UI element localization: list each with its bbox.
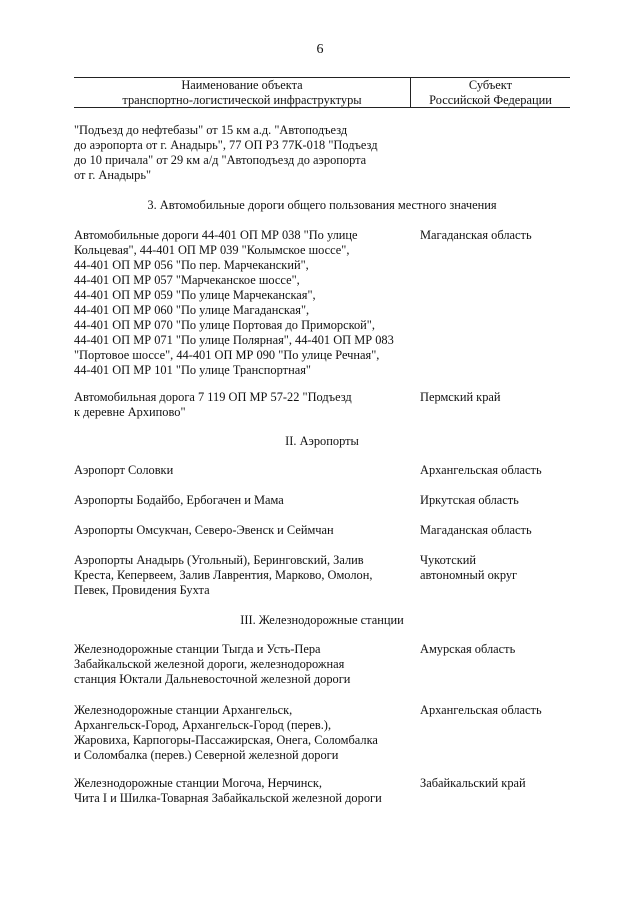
list-item: Железнодорожные станции Могоча, Нерчинск, Чита I и Шилка-Товарная Забайкальской железной дороги bbox=[74, 776, 382, 805]
list-item: Железнодорожные станции Архангельск, Архангельск-Город, Архангельск-Город (перев.), Жаровиха, Карпогоры-Пассажирская, Онега, Соломбалка и Соломбалка (перев.) Северной железной дороги bbox=[74, 703, 378, 762]
table-header-rule bbox=[74, 107, 570, 108]
list-item-region: Архангельская область bbox=[420, 703, 542, 717]
list-item-region: Амурская область bbox=[420, 642, 516, 656]
list-item: Аэропорты Омсукчан, Северо-Эвенск и Сеймчан bbox=[74, 523, 334, 537]
list-item-region: Пермский край bbox=[420, 390, 501, 404]
list-item: Аэропорт Соловки bbox=[74, 463, 174, 477]
list-item: Аэропорты Бодайбо, Ербогачен и Мама bbox=[74, 493, 284, 507]
list-item-region: Магаданская область bbox=[420, 523, 532, 537]
list-item: Железнодорожные станции Тыгда и Усть-Пера Забайкальской железной дороги, железнодорожная станция Юктали Дальневосточной железной дороги bbox=[74, 642, 351, 686]
section-railway-stations-title: III. Железнодорожные станции bbox=[240, 613, 404, 627]
list-item: Автомобильная дорога 7 119 ОП МР 57-22 "Подъезд к деревне Архипово" bbox=[74, 390, 352, 419]
page-number: 6 bbox=[316, 42, 324, 57]
header-object-name: Наименование объекта транспортно-логистической инфраструктуры bbox=[122, 78, 362, 107]
list-item-region: Чукотский автономный округ bbox=[420, 553, 518, 582]
section-airports-title: II. Аэропорты bbox=[285, 434, 359, 448]
list-item-region: Магаданская область bbox=[420, 228, 532, 242]
list-item: Аэропорты Анадырь (Угольный), Беринговский, Залив Креста, Кепервеем, Залив Лаврентия, Марково, Омолон, Певек, Провидения Бухта bbox=[74, 553, 373, 597]
list-item: Автомобильные дороги 44-401 ОП МР 038 "По улице Кольцевая", 44-401 ОП МР 039 "Колымское шоссе", 44-401 ОП МР 056 "По пер. Марчеканский", 44-401 ОП МР 057 "Марчеканское шоссе", 44-401 ОП МР 059 "По улице Марчеканская", 44-401 ОП МР 060 "По улице Магаданская", 44-401 ОП МР 070 "По улице Портовая до Приморской", 44-401 ОП МР 071 "По улице Полярная", 44-401 ОП МР 083 "Портовое шоссе", 44-401 ОП МР 090 "По улице Речная", 44-401 ОП МР 101 "По улице Транспортная" bbox=[74, 228, 394, 377]
list-item-region: Иркутская область bbox=[420, 493, 519, 507]
section-local-roads-title: 3. Автомобильные дороги общего пользования местного значения bbox=[147, 198, 497, 212]
header-subject: Субъект Российской Федерации bbox=[429, 78, 552, 107]
list-item-region: Архангельская область bbox=[420, 463, 542, 477]
continued-entry: "Подъезд до нефтебазы" от 15 км а.д. "Автоподъезд до аэропорта от г. Анадырь", 77 ОП РЗ 77К-018 "Подъезд до 10 причала" от 29 км а/д "Автоподъезд до аэропорта от г. Анадырь" bbox=[74, 123, 378, 182]
list-item-region: Забайкальский край bbox=[420, 776, 526, 790]
